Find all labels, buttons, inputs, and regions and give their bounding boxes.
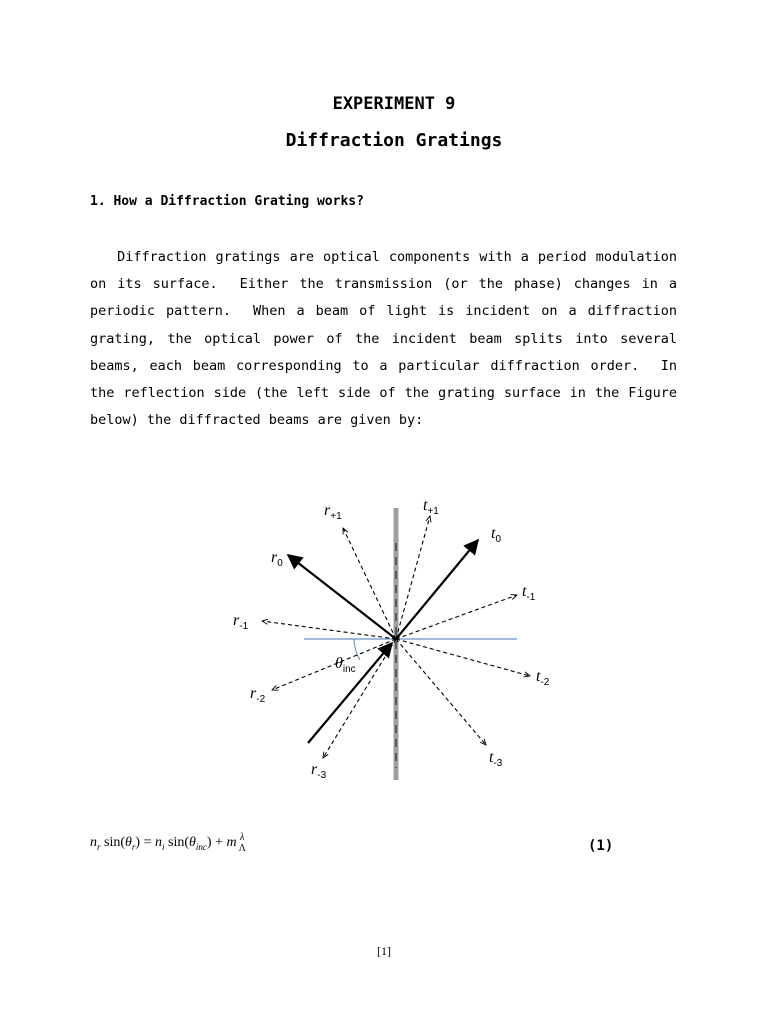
label-r0: $r_0$ [271,549,283,569]
beam-r-plus1 [343,528,396,639]
label-t-minus1: $t_{-1}$ [522,583,536,603]
beam-r-minus3 [323,639,396,758]
label-t0: $t_0$ [491,525,502,545]
label-theta-inc: $\theta_{inc}$ [335,655,356,675]
beam-t-minus2 [396,639,530,676]
beam-t-minus3 [396,639,486,745]
diffraction-diagram-svg [220,488,560,788]
label-r-plus1: $r_{+1}$ [324,502,342,522]
grating-equation: $n_r$ $\sin(\theta_r) = n_i$ $\sin(\theta_{inc}) + m$ λ Λ [90,832,246,854]
beam-r-minus2 [272,639,396,690]
experiment-title: EXPERIMENT 9 [332,94,456,114]
label-r-minus1: $r_{-1}$ [233,612,249,632]
label-r-minus2: $r_{-2}$ [250,685,266,705]
beam-t-plus1 [396,516,430,639]
label-r-minus3: $r_{-3}$ [311,761,327,781]
diffraction-diagram [220,488,560,788]
label-t-plus1: $t_{+1}$ [423,497,439,517]
page-number: [1] [377,944,391,958]
equation-number: (1) [588,838,614,854]
label-t-minus2: $t_{-2}$ [536,668,550,688]
theta-arc [354,639,360,660]
body-paragraph: Diffraction gratings are optical components with a period modulation on its surface. Either the transmission (or the phase) changes in a periodic pattern. When a beam of light is incident on a diffraction grating, the optical power of the incident beam splits into several beams, each beam corresponding to a particular diffraction order. In the reflection side (the left side of the grating surface in the Figure below) the diffracted beams are given by: [90,249,686,429]
section-heading: 1. How a Diffraction Grating works? [90,194,364,209]
equation-fraction: λ Λ [238,832,246,854]
experiment-subtitle: Diffraction Gratings [285,130,503,151]
label-t-minus3: $t_{-3}$ [489,749,503,769]
